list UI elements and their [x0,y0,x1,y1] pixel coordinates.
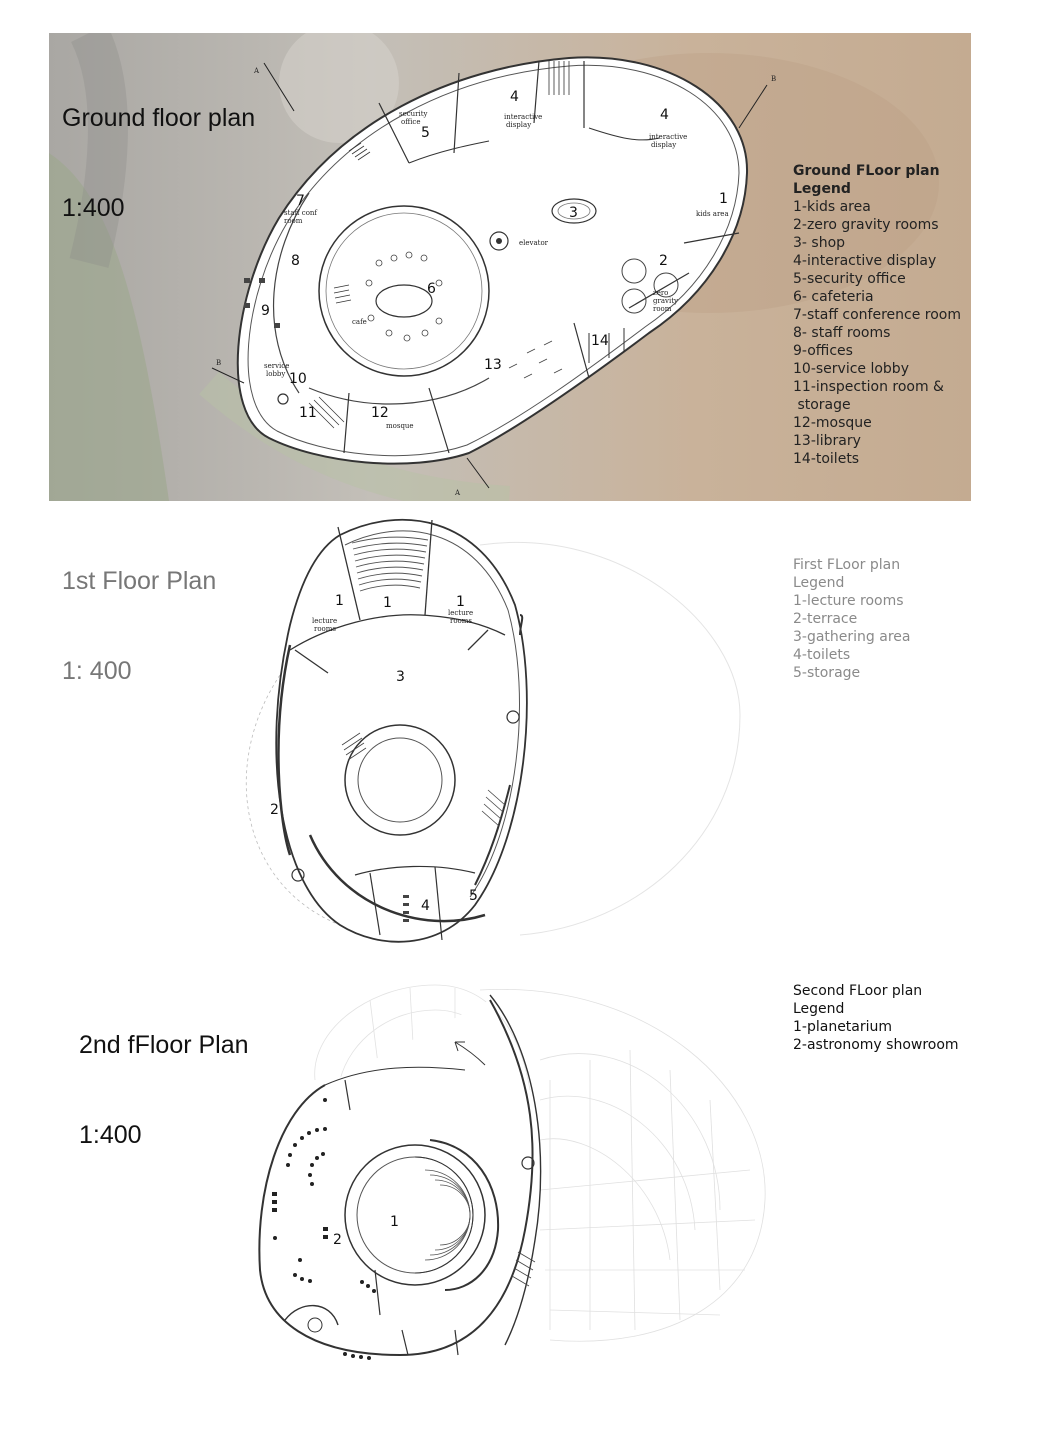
ground-legend-item: 6- cafeteria [793,289,874,305]
ground-scale: 1:400 [62,194,125,222]
first-label-rooms-a: rooms [314,625,337,633]
ground-legend-item: 8- staff rooms [793,325,891,341]
second-legend-item: 1-planetarium [793,1019,893,1035]
first-legend-subtitle: Legend [793,575,845,591]
room-number-6: 6 [427,281,436,297]
second-legend-item: 2-astronomy showroom [793,1037,959,1053]
first-label-lecture-b: lecture [448,609,474,617]
second-outer-wall [259,1000,532,1355]
second-legend-title: Second FLoor plan [793,983,923,999]
room-number-4b: 4 [660,107,669,123]
first-title-line1: 1st Floor Plan [62,567,217,595]
room-number-14: 14 [591,333,609,349]
first-legend-item: 4-toilets [793,647,851,663]
ground-legend-item: 1-kids area [793,199,871,215]
section-mark-a-top: A [254,67,260,75]
ground-title-line1: Ground floor plan [62,104,256,132]
label-lobby: lobby [266,370,286,378]
label-display-b: display [651,141,677,149]
label-room: room [653,305,672,313]
first-legend-item: 1-lecture rooms [793,593,904,609]
second-title-line1: 2nd fFloor Plan [79,1031,249,1059]
first-title [62,506,216,716]
first-floor-drawing [220,505,780,955]
first-legend-item: 2-terrace [793,611,858,627]
second-legend [793,982,959,1054]
room-number-4a: 4 [510,89,519,105]
room-number-7: 7 [296,193,305,209]
ground-legend-item: 13-library [793,433,861,449]
room-number-1: 1 [719,191,728,207]
label-office: office [401,118,421,126]
ground-legend-item: storage [793,397,851,413]
ground-legend-item: 9-offices [793,343,853,359]
first-room-number-1c: 1 [456,594,465,610]
first-room-number-1b: 1 [383,595,392,611]
ground-legend-item: 5-security office [793,271,906,287]
room-number-8: 8 [291,253,300,269]
label-mosque: mosque [386,422,414,430]
label-service: service [264,362,290,370]
ground-legend-item: 3- shop [793,235,846,251]
ground-legend-item: 12-mosque [793,415,872,431]
ground-legend-item: 2-zero gravity rooms [793,217,939,233]
ground-legend-item: 11-inspection room & [793,379,944,395]
second-legend-subtitle: Legend [793,1001,845,1017]
room-number-3: 3 [569,205,578,221]
first-outer-wall [276,520,527,942]
ground-legend-item: 4-interactive display [793,253,937,269]
room-number-2: 2 [659,253,668,269]
second-scale: 1:400 [79,1121,142,1149]
room-number-11: 11 [299,405,317,421]
label-zero: zero [653,289,669,297]
label-interactive-a: interactive [504,113,543,121]
first-room-number-1a: 1 [335,593,344,609]
room-number-12: 12 [371,405,389,421]
second-floor-drawing [250,970,780,1370]
first-room-number-2: 2 [270,802,279,818]
room-number-13: 13 [484,357,502,373]
first-scale: 1: 400 [62,657,132,685]
first-room-number-3: 3 [396,669,405,685]
label-display-a: display [506,121,532,129]
section-mark-b-left: B [216,359,222,367]
label-security: security [399,110,428,118]
ground-legend-item: 14-toilets [793,451,860,467]
second-title [79,970,249,1180]
first-legend-item: 3-gathering area [793,629,911,645]
first-room-number-4: 4 [421,898,430,914]
label-staffconf-room: room [284,217,303,225]
label-gravity: gravity [653,297,678,305]
second-room-number-1: 1 [390,1214,399,1230]
ground-legend-title: Ground FLoor plan [793,163,940,179]
section-mark-a-bottom: A [455,489,461,497]
ground-legend-subtitle: Legend [793,181,851,197]
first-floor-panel [220,505,780,955]
ground-legend-item: 7-staff conference room [793,307,962,323]
ground-legend [793,162,961,468]
room-number-5: 5 [421,125,430,141]
room-number-9: 9 [261,303,270,319]
label-kids-area: kids area [696,210,729,218]
first-legend-title: First FLoor plan [793,557,901,573]
ground-legend-item: 10-service lobby [793,361,909,377]
section-mark-b-right: B [771,75,777,83]
label-interactive-b: interactive [649,133,688,141]
label-cafe: cafe [352,318,367,326]
second-room-number-2: 2 [333,1232,342,1248]
label-elevator: elevator [519,239,549,247]
room-number-10: 10 [289,371,307,387]
first-label-rooms-b: rooms [450,617,473,625]
first-legend-item: 5-storage [793,665,861,681]
label-staffconf: staff conf [284,209,318,217]
second-floor-panel [250,970,780,1370]
first-legend [793,556,910,682]
first-label-lecture-a: lecture [312,617,338,625]
first-room-number-5: 5 [469,888,478,904]
ground-title [62,43,255,253]
